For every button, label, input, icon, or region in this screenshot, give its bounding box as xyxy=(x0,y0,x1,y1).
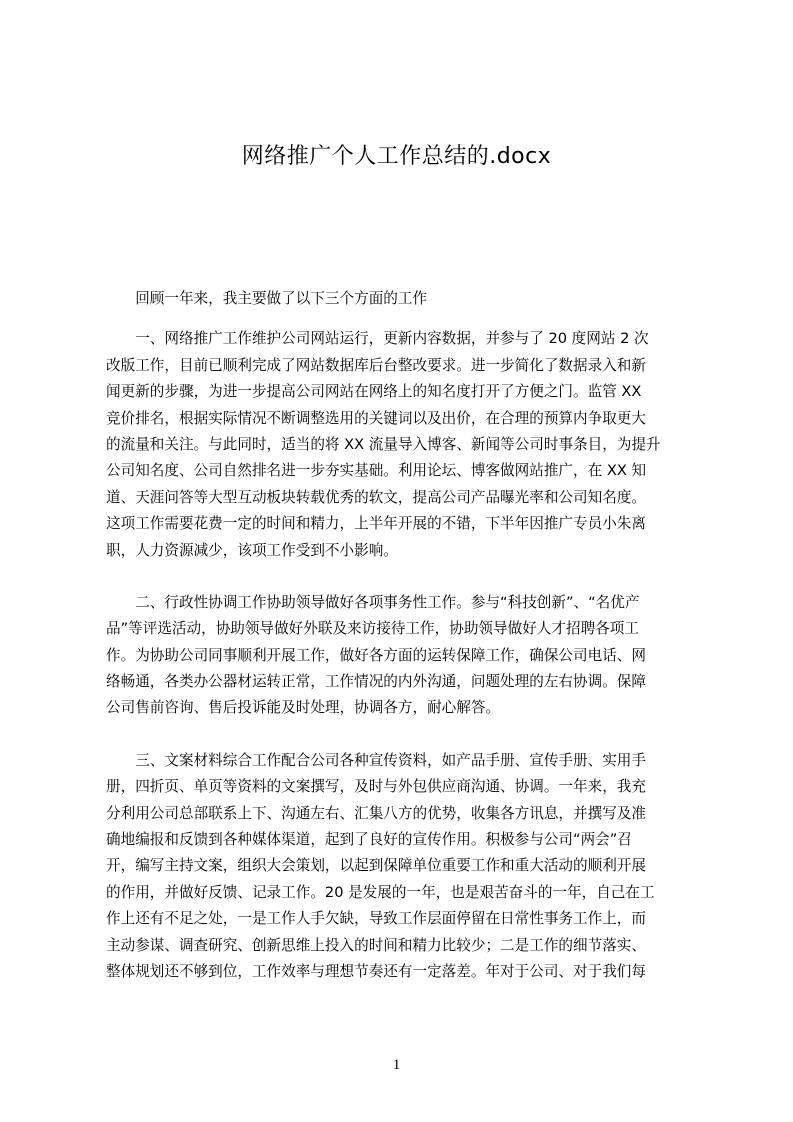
document-title: 网络推广个人工作总结的.docx xyxy=(241,144,552,169)
paragraph-line: 的作用，并做好反馈、记录工作。20 是发展的一年，也是艰苦奋斗的一年，自己在工 xyxy=(106,883,655,901)
paragraph-line: 作上还有不足之处，一是工作人手欠缺，导致工作层面停留在日常性事务工作上，而 xyxy=(106,910,646,928)
section-two-paragraph xyxy=(106,590,698,722)
paragraph-line: 的流量和关注。与此同时，适当的将 XX 流量导入博客、新闻等公司时事条目，为提升 xyxy=(106,435,661,453)
paragraph-line: 二、行政性协调工作协助领导做好各项事务性工作。参与“科技创新”、“名优产 xyxy=(106,593,640,611)
intro-paragraph xyxy=(106,286,698,312)
paragraph-line: 道、天涯问答等大型互动板块转载优秀的软文，提高公司产品曝光率和公司知名度。 xyxy=(106,488,646,506)
paragraph-line: 三、文案材料综合工作配合公司各种宣传资料，如产品手册、宣传手册、实用手 xyxy=(106,751,646,769)
paragraph-line: 职，人力资源减少，该项工作受到不小影响。 xyxy=(106,541,398,559)
paragraph-line: 改版工作，目前已顺利完成了网站数据库后台整改要求。进一步简化了数据录入和新 xyxy=(106,356,646,374)
paragraph-line: 开，编写主持文案，组织大会策划，以起到保障单位重要工作和重大活动的顺利开展 xyxy=(106,857,646,875)
paragraph-line: 确地编报和反馈到各种媒体渠道，起到了良好的宣传作用。积极参与公司“两会”召 xyxy=(106,831,632,849)
paragraph-line: 公司售前咨询、售后投诉能及时处理，协调各方，耐心解答。 xyxy=(106,699,501,717)
paragraph-line: 这项工作需要花费一定的时间和精力，上半年开展的不错，下半年因推广专员小朱离 xyxy=(106,515,646,533)
paragraph-line: 主动参谋、调查研究、创新思维上投入的时间和精力比较少；二是工作的细节落实、 xyxy=(106,936,646,954)
paragraph-line: 品”等评选活动，协助领导做好外联及来访接待工作，协助领导做好人才招聘各项工 xyxy=(106,620,639,638)
document-body xyxy=(106,286,698,985)
paragraph-line: 闻更新的步骤，为进一步提高公司网站在网络上的知名度打开了方便之门。监管 XX xyxy=(106,383,642,401)
paragraph-line: 分利用公司总部联系上下、沟通左右、汇集八方的优势，收集各方讯息，并撰写及准 xyxy=(106,804,646,822)
paragraph-line: 络畅通，各类办公器材运转正常，工作情况的内外沟通，问题处理的左右协调。保障 xyxy=(106,673,646,691)
paragraph-line: 整体规划还不够到位，工作效率与理想节奏还有一定落差。年对于公司、对于我们每 xyxy=(106,962,646,980)
paragraph-line: 公司知名度、公司自然排名进一步夯实基础。利用论坛、博客做网站推广，在 XX 知 xyxy=(106,462,647,480)
paragraph-line: 册，四折页、单页等资料的文案撰写，及时与外包供应商沟通、协调。一年来，我充 xyxy=(106,778,646,796)
paragraph-line: 作。为协助公司同事顺利开展工作，做好各方面的运转保障工作，确保公司电话、网 xyxy=(106,646,646,664)
page-number: 1 xyxy=(392,1057,401,1073)
section-one-paragraph xyxy=(106,326,698,564)
paragraph-line: 回顾一年来，我主要做了以下三个方面的工作 xyxy=(106,290,428,307)
paragraph-line: 一、网络推广工作维护公司网站运行，更新内容数据，并参与了 20 度网站 2 次 xyxy=(106,330,649,348)
paragraph-line: 竞价排名，根据实际情况不断调整选用的关键词以及出价，在合理的预算内争取更大 xyxy=(106,409,646,427)
section-three-paragraph xyxy=(106,748,698,986)
